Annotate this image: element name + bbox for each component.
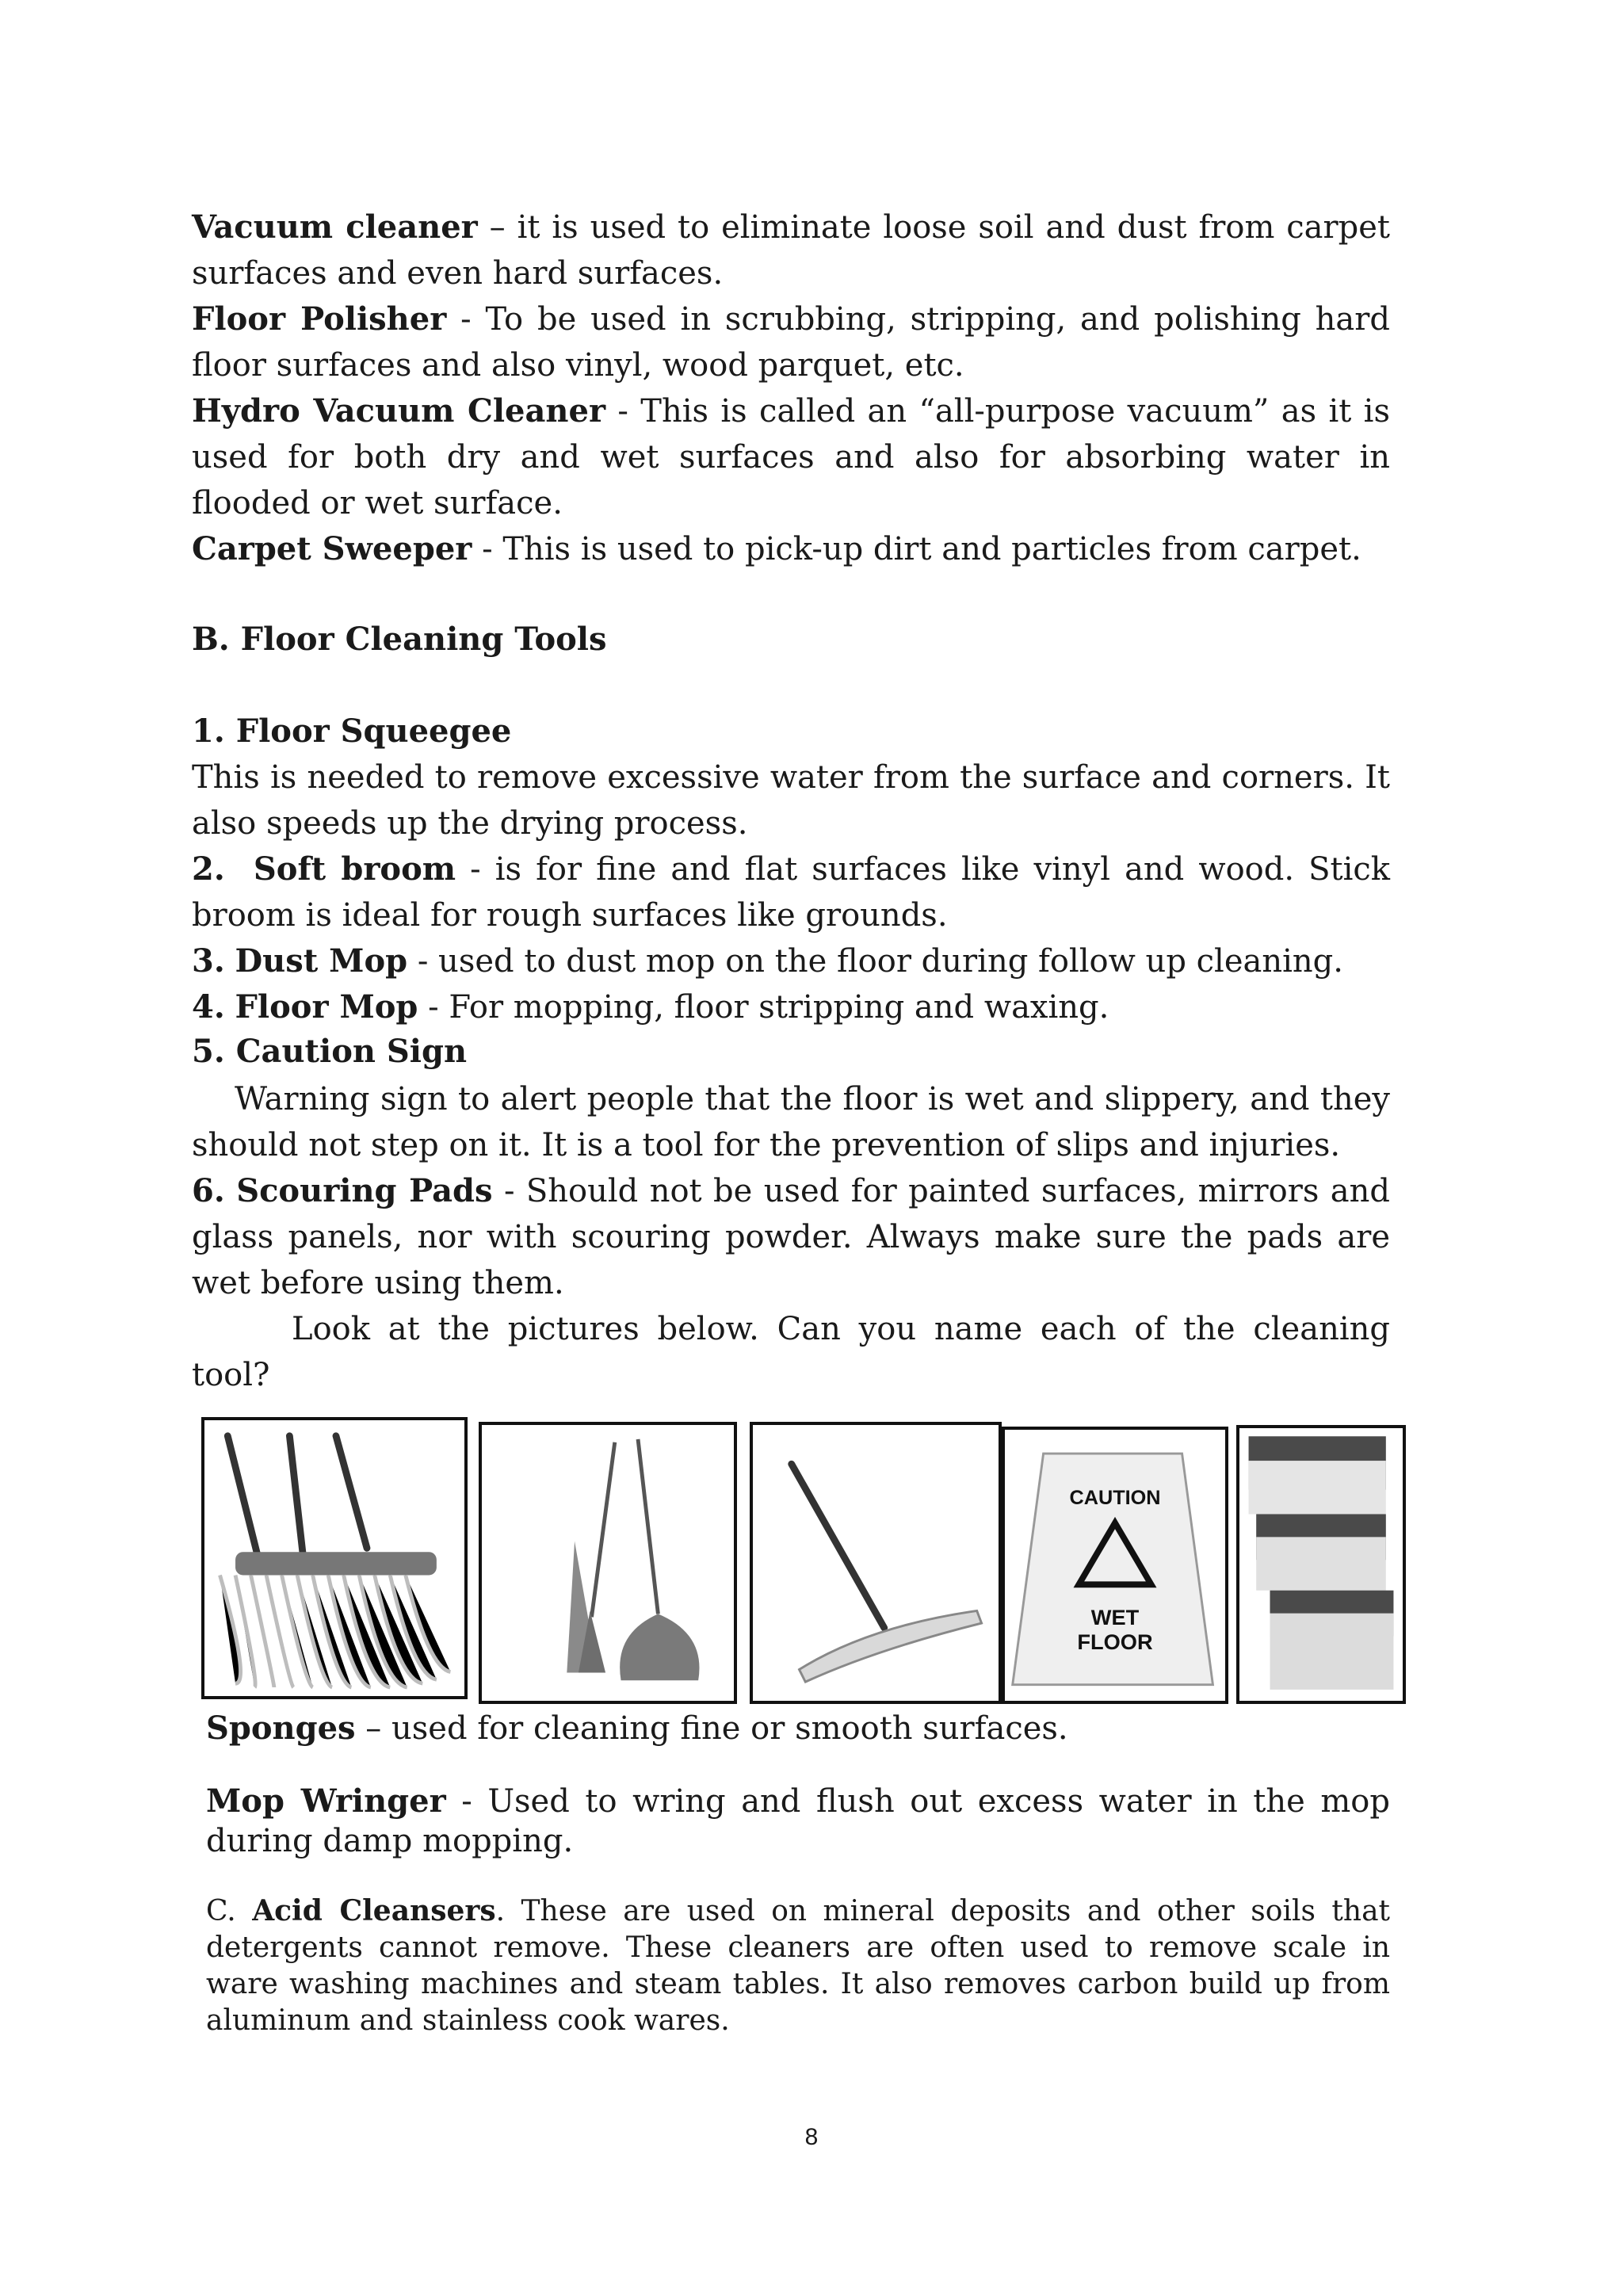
description: To be used in scrubbing, stripping, and polishing hard floor surfaces and also vinyl, wood parquet, etc. (192, 301, 1391, 384)
carpet-sweeper-paragraph: Carpet Sweeper - This is used to pick-up dirt and particles from carpet. (192, 530, 1361, 567)
scouring-pads-image (1236, 1425, 1406, 1704)
term: Hydro Vacuum Cleaner (192, 392, 606, 430)
section-b-heading: B. Floor Cleaning Tools (192, 621, 607, 658)
section-c-paragraph: C. Acid Cleansers. These are used on mineral deposits and other soils that detergents cannot remove. These cleaners are often used to remove scale in ware washing machines and steam tables. It also removes carbon build up from aluminum and stainless cook wares. (206, 1894, 1391, 2037)
tool-6-paragraph: 6. Scouring Pads - Should not be used for painted surfaces, mirrors and glass panels, nor with scouring powder. Always make sure the pads are wet before using them. (192, 1172, 1390, 1301)
description: - For mopping, floor stripping and waxing. (418, 989, 1109, 1026)
dust-mop-illustration (753, 1425, 999, 1701)
caution-sign-image (1002, 1427, 1228, 1704)
term: Mop Wringer (206, 1782, 446, 1820)
hydro-vacuum-paragraph: Hydro Vacuum Cleaner - This is called an “all-purpose vacuum” as it is used for both dry and wet surfaces and also for absorbing water in flooded or wet surface. (192, 392, 1390, 521)
term: Floor Mop (235, 988, 418, 1026)
sign-wet-text: WET (1090, 1604, 1140, 1629)
sign-caution-text: CAUTION (1069, 1487, 1161, 1510)
description: - Used to wring and flush out excess water in the mop during damp mopping. (206, 1783, 1390, 1859)
description: it is used to eliminate loose soil and dust from carpet surfaces and even hard surfaces. (192, 209, 1391, 292)
scouring-pads-illustration (1239, 1428, 1403, 1701)
description: This is called an “all-purpose vacuum” as it is used for both dry and wet surfaces and also for absorbing water in flooded or wet surface. (192, 393, 1390, 521)
floor-polisher-paragraph: Floor Polisher - To be used in scrubbing, stripping, and polishing hard floor surfaces and also vinyl, wood parquet, etc. (192, 300, 1391, 384)
term: Sponges (206, 1710, 356, 1747)
tool-1-description: This is needed to remove excessive water from the surface and corners. It also speeds up the drying process. (192, 759, 1390, 842)
term: Soft broom (253, 850, 456, 888)
description: – used for cleaning fine or smooth surfaces. (355, 1710, 1068, 1747)
term: Vacuum cleaner (192, 208, 478, 246)
description: - Should not be used for painted surfaces, mirrors and glass panels, nor with scouring powder. Always make sure the pads are wet before using them. (192, 1173, 1390, 1301)
description: - used to dust mop on the floor during follow up cleaning. (407, 943, 1343, 980)
caution-sign-illustration (1005, 1430, 1225, 1701)
term: Scouring Pads (236, 1172, 493, 1209)
tool-4-paragraph: 4. Floor Mop - For mopping, floor stripping and waxing. (192, 988, 1109, 1026)
vacuum-cleaner-paragraph: Vacuum cleaner – it is used to eliminate loose soil and dust from carpet surfaces and even hard surfaces. (192, 208, 1391, 292)
term: Floor Polisher (192, 300, 447, 338)
floor-mops-illustration (204, 1420, 464, 1696)
description: - is for fine and flat surfaces like vinyl and wood. Stick broom is ideal for rough surfaces like grounds. (192, 851, 1391, 934)
floor-mops-image (201, 1417, 468, 1699)
tool-5-description: Warning sign to alert people that the floor is wet and slippery, and they should not step on it. It is a tool for the prevention of slips and injuries. (192, 1081, 1390, 1163)
sponges-paragraph (206, 1706, 1390, 1752)
dust-mop-image (750, 1422, 1002, 1704)
picture-prompt: Look at the pictures below. Can you name each of the cleaning tool? (192, 1311, 1390, 1393)
brooms-illustration (482, 1425, 734, 1701)
tool-3-paragraph: 3. Dust Mop - used to dust mop on the floor during follow up cleaning. (192, 942, 1343, 980)
sign-floor-text: FLOOR (1077, 1629, 1153, 1654)
tool-5-heading: 5. Caution Sign (192, 1033, 468, 1070)
term: Dust Mop (235, 942, 408, 980)
tool-2-paragraph: 2. Soft broom - is for fine and flat surfaces like vinyl and wood. Stick broom is ideal for rough surfaces like grounds. (192, 850, 1391, 934)
page-number: 8 (804, 2124, 819, 2150)
mop-wringer-paragraph (206, 1782, 1390, 1861)
brooms-image (479, 1422, 737, 1704)
tool-1-heading: 1. Floor Squeegee (192, 712, 512, 750)
term: Carpet Sweeper (192, 530, 472, 567)
description: This is used to pick-up dirt and particles from carpet. (502, 531, 1361, 567)
term: Acid Cleansers (252, 1894, 496, 1927)
description: . These are used on mineral deposits and other soils that detergents cannot remove. These cleaners are often used to remove scale in ware washing machines and steam tables. It also removes carbon build up from aluminum and stainless cook wares. (206, 1895, 1391, 2037)
